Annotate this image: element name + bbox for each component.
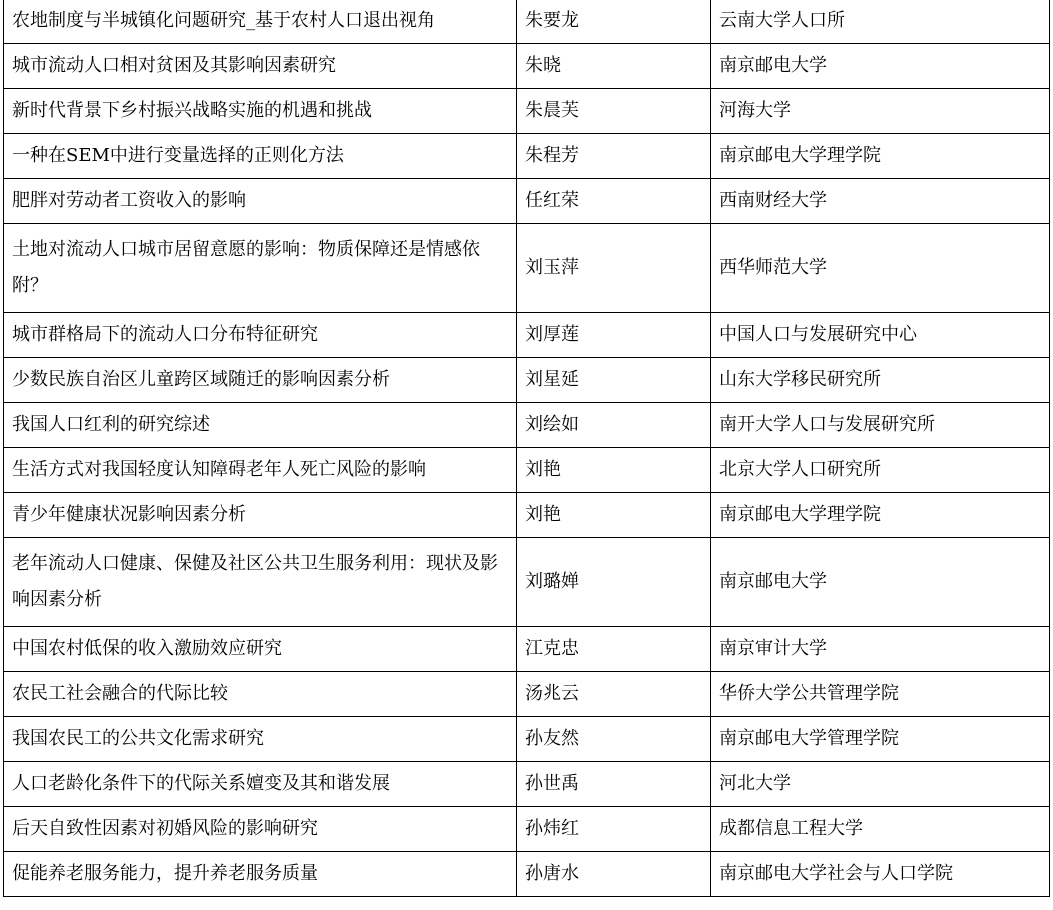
author-cell: 孙唐水	[517, 852, 711, 897]
table-row	[4, 493, 1050, 538]
institution-cell: 河北大学	[711, 762, 1050, 807]
table-row	[4, 717, 1050, 762]
author-cell: 刘玉萍	[517, 224, 711, 313]
institution-cell: 河海大学	[711, 89, 1050, 134]
table-row	[4, 134, 1050, 179]
paper-table-body	[4, 0, 1050, 897]
table-row	[4, 358, 1050, 403]
author-cell: 朱要龙	[517, 0, 711, 44]
institution-cell: 北京大学人口研究所	[711, 448, 1050, 493]
table-row	[4, 807, 1050, 852]
author-cell: 朱晨芙	[517, 89, 711, 134]
paper-title-cell: 生活方式对我国轻度认知障碍老年人死亡风险的影响	[4, 448, 517, 493]
paper-title-cell: 农民工社会融合的代际比较	[4, 672, 517, 717]
institution-cell: 华侨大学公共管理学院	[711, 672, 1050, 717]
paper-title-cell: 老年流动人口健康、保健及社区公共卫生服务利用：现状及影响因素分析	[4, 538, 517, 627]
paper-title-cell: 新时代背景下乡村振兴战略实施的机遇和挑战	[4, 89, 517, 134]
author-cell: 江克忠	[517, 627, 711, 672]
table-row	[4, 313, 1050, 358]
table-row	[4, 538, 1050, 627]
table-row	[4, 448, 1050, 493]
institution-cell: 云南大学人口所	[711, 0, 1050, 44]
author-cell: 孙世禹	[517, 762, 711, 807]
paper-title-cell: 城市流动人口相对贫困及其影响因素研究	[4, 44, 517, 89]
author-cell: 朱晓	[517, 44, 711, 89]
paper-title-cell: 人口老龄化条件下的代际关系嬗变及其和谐发展	[4, 762, 517, 807]
table-row	[4, 762, 1050, 807]
institution-cell: 南京邮电大学理学院	[711, 134, 1050, 179]
table-row	[4, 852, 1050, 897]
author-cell: 孙炜红	[517, 807, 711, 852]
author-cell: 刘璐婵	[517, 538, 711, 627]
institution-cell: 西华师范大学	[711, 224, 1050, 313]
author-cell: 刘厚莲	[517, 313, 711, 358]
paper-title-cell: 中国农村低保的收入激励效应研究	[4, 627, 517, 672]
table-row	[4, 403, 1050, 448]
paper-title-cell: 我国人口红利的研究综述	[4, 403, 517, 448]
paper-title-cell: 后天自致性因素对初婚风险的影响研究	[4, 807, 517, 852]
table-row	[4, 627, 1050, 672]
institution-cell: 南京审计大学	[711, 627, 1050, 672]
author-cell: 刘艳	[517, 448, 711, 493]
institution-cell: 南京邮电大学理学院	[711, 493, 1050, 538]
paper-table	[3, 0, 1050, 897]
institution-cell: 山东大学移民研究所	[711, 358, 1050, 403]
paper-title-cell: 土地对流动人口城市居留意愿的影响：物质保障还是情感依附？	[4, 224, 517, 313]
table-row	[4, 0, 1050, 44]
paper-title-cell: 我国农民工的公共文化需求研究	[4, 717, 517, 762]
table-row	[4, 224, 1050, 313]
table-row	[4, 672, 1050, 717]
author-cell: 孙友然	[517, 717, 711, 762]
table-row	[4, 89, 1050, 134]
institution-cell: 南京邮电大学	[711, 538, 1050, 627]
institution-cell: 西南财经大学	[711, 179, 1050, 224]
author-cell: 朱程芳	[517, 134, 711, 179]
paper-title-cell: 少数民族自治区儿童跨区域随迁的影响因素分析	[4, 358, 517, 403]
author-cell: 任红荣	[517, 179, 711, 224]
paper-title-cell: 农地制度与半城镇化问题研究_基于农村人口退出视角	[4, 0, 517, 44]
paper-title-cell: 促能养老服务能力，提升养老服务质量	[4, 852, 517, 897]
author-cell: 刘艳	[517, 493, 711, 538]
institution-cell: 南开大学人口与发展研究所	[711, 403, 1050, 448]
author-cell: 刘绘如	[517, 403, 711, 448]
institution-cell: 中国人口与发展研究中心	[711, 313, 1050, 358]
author-cell: 刘星延	[517, 358, 711, 403]
table-row	[4, 179, 1050, 224]
table-row	[4, 44, 1050, 89]
paper-title-cell: 青少年健康状况影响因素分析	[4, 493, 517, 538]
paper-title-cell: 城市群格局下的流动人口分布特征研究	[4, 313, 517, 358]
paper-title-cell: 一种在SEM中进行变量选择的正则化方法	[4, 134, 517, 179]
institution-cell: 南京邮电大学	[711, 44, 1050, 89]
paper-title-cell: 肥胖对劳动者工资收入的影响	[4, 179, 517, 224]
institution-cell: 南京邮电大学管理学院	[711, 717, 1050, 762]
author-cell: 汤兆云	[517, 672, 711, 717]
institution-cell: 成都信息工程大学	[711, 807, 1050, 852]
institution-cell: 南京邮电大学社会与人口学院	[711, 852, 1050, 897]
